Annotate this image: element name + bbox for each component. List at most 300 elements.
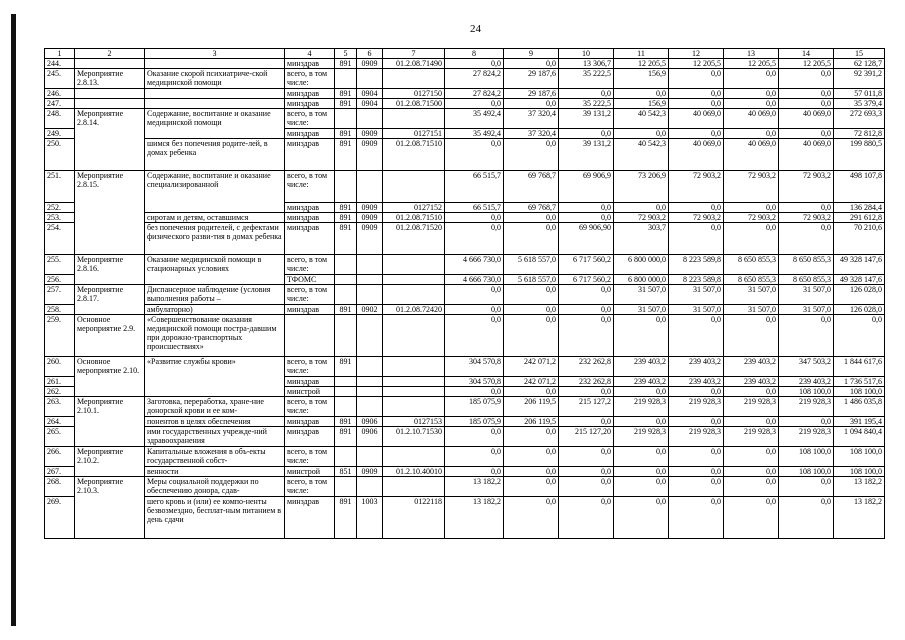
table-cell: 8 223 589,8 (669, 255, 724, 275)
table-cell: 0,0 (779, 497, 834, 539)
table-cell: 0,0 (724, 477, 779, 497)
table-cell: 891 (335, 417, 357, 427)
table-cell: минздрав (285, 497, 335, 539)
table-cell: 92 391,2 (834, 69, 885, 89)
table-cell: 136 284,4 (834, 203, 885, 213)
table-cell: 0122118 (383, 497, 445, 539)
table-cell: 265. (45, 427, 75, 447)
table-cell: 0909 (357, 223, 383, 255)
table-cell: 0,0 (445, 223, 504, 255)
table-cell: 49 328 147,6 (834, 275, 885, 285)
table-cell: 239 403,2 (724, 377, 779, 387)
table-cell: 0,0 (669, 497, 724, 539)
table-cell: 0,0 (669, 387, 724, 397)
header-cell: 9 (504, 49, 559, 59)
table-cell: 891 (335, 89, 357, 99)
table-cell: 4 666 730,0 (445, 275, 504, 285)
table-cell (145, 99, 285, 109)
table-cell: 72 903,2 (779, 213, 834, 223)
table-cell: без попечения родителей, с дефектами физического разви-тия в домах ребенка (145, 223, 285, 255)
table-cell: 0,0 (559, 315, 614, 357)
table-cell (357, 387, 383, 397)
header-cell: 11 (614, 49, 669, 59)
table-cell: 0904 (357, 89, 383, 99)
table-cell: 108 100,0 (779, 467, 834, 477)
table-cell: 1 486 035,8 (834, 397, 885, 417)
table-cell: 27 824,2 (445, 89, 504, 99)
table-cell: 6 800 000,0 (614, 255, 669, 275)
table-cell (383, 315, 445, 357)
table-cell: 72 903,2 (724, 213, 779, 223)
table-cell: 0,0 (559, 305, 614, 315)
table-cell: 258. (45, 305, 75, 315)
table-cell: 219 928,3 (669, 427, 724, 447)
table-cell (357, 357, 383, 377)
table-cell: 01.2.10.71530 (383, 427, 445, 447)
table-cell: 304 570,8 (445, 357, 504, 377)
table-cell (357, 171, 383, 203)
table-cell: 219 928,3 (724, 397, 779, 417)
table-cell: 254. (45, 223, 75, 255)
table-cell: 199 880,5 (834, 139, 885, 171)
table-cell: 262. (45, 387, 75, 397)
table-cell (335, 477, 357, 497)
table-cell: 215 127,20 (559, 427, 614, 447)
table-cell: 1 736 517,6 (834, 377, 885, 387)
table-cell: 0,0 (559, 203, 614, 213)
table-cell: 0,0 (724, 203, 779, 213)
table-cell: 01.2.08.71490 (383, 59, 445, 69)
table-cell: сиротам и детям, оставшимся (145, 213, 285, 223)
table-cell: 0,0 (504, 305, 559, 315)
table-row (45, 223, 885, 255)
table-row (45, 497, 885, 539)
table-cell (383, 447, 445, 467)
table-cell: 12 205,5 (779, 59, 834, 69)
table-cell: 0,0 (724, 69, 779, 89)
header-cell: 7 (383, 49, 445, 59)
table-cell: 27 824,2 (445, 69, 504, 89)
table-row (45, 305, 885, 315)
table-cell: 0,0 (559, 213, 614, 223)
table-cell (383, 171, 445, 203)
table-cell: минздрав (285, 223, 335, 255)
table-cell: 31 507,0 (669, 285, 724, 305)
table-cell: 108 100,0 (834, 387, 885, 397)
table-cell: 891 (335, 59, 357, 69)
table-cell: 0,0 (669, 99, 724, 109)
table-cell: минздрав (285, 213, 335, 223)
table-cell: 126 028,0 (834, 305, 885, 315)
table-cell: 40 069,0 (724, 109, 779, 129)
header-cell: 4 (285, 49, 335, 59)
table-cell: 0,0 (724, 447, 779, 467)
table-cell: минздрав (285, 99, 335, 109)
table-cell: 219 928,3 (779, 397, 834, 417)
header-row (45, 49, 885, 59)
table-cell: 242 071,2 (504, 377, 559, 387)
table-cell: 01.2.08.71510 (383, 139, 445, 171)
table-cell: 259. (45, 315, 75, 357)
table-cell: 257. (45, 285, 75, 305)
table-cell (383, 377, 445, 387)
table-cell: 242 071,2 (504, 357, 559, 377)
table-cell: 0,0 (669, 447, 724, 467)
table-cell: 12 205,5 (614, 59, 669, 69)
table-cell: 0,0 (614, 417, 669, 427)
table-cell: 40 069,0 (724, 139, 779, 171)
table-cell: 0906 (357, 427, 383, 447)
table-cell: 219 928,3 (614, 397, 669, 417)
table-cell: 13 182,2 (445, 477, 504, 497)
table-cell: всего, в том числе: (285, 171, 335, 203)
table-cell: 0,0 (614, 203, 669, 213)
table-cell: 108 100,0 (779, 387, 834, 397)
table-cell: 8 650 855,3 (724, 275, 779, 285)
table-cell: 1 844 617,6 (834, 357, 885, 377)
table-cell (335, 255, 357, 275)
table-cell: 0,0 (669, 477, 724, 497)
table-cell (335, 171, 357, 203)
table-cell: 245. (45, 69, 75, 89)
table-cell: 69 768,7 (504, 203, 559, 213)
table-cell: 0909 (357, 59, 383, 69)
table-cell: шимся без попечения родите-лей, в домах ребенка (145, 139, 285, 171)
table-cell: понентов в целях обеспечения (145, 417, 285, 427)
table-cell: 0127153 (383, 417, 445, 427)
table-cell: 219 928,3 (724, 427, 779, 447)
table-cell: 8 650 855,3 (779, 255, 834, 275)
table-cell: 29 187,6 (504, 69, 559, 89)
table-cell: 239 403,2 (779, 377, 834, 387)
table-cell: 0,0 (724, 89, 779, 99)
table-cell: 0,0 (779, 203, 834, 213)
table-cell (357, 255, 383, 275)
table-cell (357, 377, 383, 387)
table-row (45, 139, 885, 171)
table-cell: минздрав (285, 427, 335, 447)
budget-table (44, 48, 885, 539)
table-cell: 37 320,4 (504, 129, 559, 139)
table-cell: 239 403,2 (669, 377, 724, 387)
table-cell: 0909 (357, 203, 383, 213)
table-cell: 31 507,0 (614, 285, 669, 305)
table-cell: всего, в том числе: (285, 285, 335, 305)
table-cell: 40 542,3 (614, 109, 669, 129)
table-cell: 891 (335, 139, 357, 171)
table-cell: 269. (45, 497, 75, 539)
table-cell: 39 131,2 (559, 109, 614, 129)
table-cell: 72 903,2 (614, 213, 669, 223)
table-cell: 303,7 (614, 223, 669, 255)
table-cell (285, 315, 335, 357)
table-cell (75, 59, 145, 69)
table-cell: 268. (45, 477, 75, 497)
table-cell (357, 69, 383, 89)
table-cell: 0,0 (559, 387, 614, 397)
table-cell: 0,0 (669, 69, 724, 89)
table-cell: всего, в том числе: (285, 397, 335, 417)
table-cell: 0,0 (669, 223, 724, 255)
table-cell: 4 666 730,0 (445, 255, 504, 275)
table-cell: 0,0 (504, 59, 559, 69)
table-cell: 0,0 (779, 315, 834, 357)
table-cell: Оказание медицинской помощи в стационарных условиях (145, 255, 285, 285)
table-cell: 0906 (357, 417, 383, 427)
table-cell: 01.2.08.71520 (383, 223, 445, 255)
table-cell: 13 182,2 (445, 497, 504, 539)
table-cell: минстрой (285, 387, 335, 397)
table-cell: 249. (45, 129, 75, 139)
table-cell: 73 206,9 (614, 171, 669, 203)
table-cell: Капитальные вложения в объ-екты государственной собст- (145, 447, 285, 467)
table-row (45, 397, 885, 417)
table-cell: 69 906,90 (559, 223, 614, 255)
table-cell: 244. (45, 59, 75, 69)
table-cell: 250. (45, 139, 75, 171)
table-cell: 5 618 557,0 (504, 275, 559, 285)
table-cell (357, 285, 383, 305)
table-cell: 6 800 000,0 (614, 275, 669, 285)
table-cell: 66 515,7 (445, 171, 504, 203)
table-cell (383, 285, 445, 305)
table-cell: 0,0 (614, 477, 669, 497)
table-cell: 251. (45, 171, 75, 203)
table-cell: 01.2.08.72420 (383, 305, 445, 315)
table-cell: Мероприятие 2.10.1. (75, 397, 145, 447)
table-cell: Мероприятие 2.8.15. (75, 171, 145, 255)
table-cell: 185 075,9 (445, 417, 504, 427)
table-cell: 0,0 (559, 467, 614, 477)
table-cell: 0,0 (559, 285, 614, 305)
table-cell: 0,0 (559, 497, 614, 539)
table-cell: 108 100,0 (834, 447, 885, 467)
table-cell: 0,0 (504, 285, 559, 305)
table-cell (145, 59, 285, 69)
header-cell: 5 (335, 49, 357, 59)
table-cell (383, 477, 445, 497)
table-cell: 232 262,8 (559, 357, 614, 377)
table-cell: Мероприятие 2.10.2. (75, 447, 145, 477)
table-cell (383, 255, 445, 275)
table-cell: «Развитие службы крови» (145, 357, 285, 397)
table-cell: 0,0 (724, 129, 779, 139)
table-cell: 0,0 (445, 285, 504, 305)
table-cell: 0,0 (445, 315, 504, 357)
header-cell: 6 (357, 49, 383, 59)
table-cell: минздрав (285, 305, 335, 315)
table-cell: 0,0 (724, 223, 779, 255)
table-cell: 57 011,8 (834, 89, 885, 99)
table-cell: 0909 (357, 139, 383, 171)
table-cell: 13 182,2 (834, 497, 885, 539)
table-row (45, 427, 885, 447)
table-cell: 0,0 (504, 427, 559, 447)
table-cell (335, 387, 357, 397)
table-row (45, 417, 885, 427)
table-row (45, 255, 885, 275)
table-row (45, 109, 885, 129)
table-cell: 0,0 (445, 467, 504, 477)
table-cell (357, 275, 383, 285)
table-cell: 0,0 (779, 99, 834, 109)
binder-margin-bar (11, 14, 16, 626)
table-cell: всего, в том числе: (285, 69, 335, 89)
table-cell: всего, в том числе: (285, 357, 335, 377)
table-cell: 0,0 (669, 315, 724, 357)
table-cell (383, 109, 445, 129)
table-cell: 851 (335, 467, 357, 477)
table-cell: 272 693,3 (834, 109, 885, 129)
table-cell: 40 542,3 (614, 139, 669, 171)
table-cell: 31 507,0 (724, 285, 779, 305)
table-cell: Оказание скорой психиатриче-ской медицинской помощи (145, 69, 285, 89)
table-cell (357, 109, 383, 129)
table-cell (383, 357, 445, 377)
table-cell: 72 812,8 (834, 129, 885, 139)
table-cell: 266. (45, 447, 75, 467)
table-cell: 0909 (357, 467, 383, 477)
table-cell: шего кровь и (или) ее компо-ненты безвозмездно, бесплат-ным питанием в день сдачи (145, 497, 285, 539)
table-cell (383, 275, 445, 285)
table-cell: 0,0 (614, 447, 669, 467)
table-cell (357, 477, 383, 497)
table-cell: 40 069,0 (779, 109, 834, 129)
table-cell: 239 403,2 (724, 357, 779, 377)
table-cell: венности (145, 467, 285, 477)
table-cell (335, 275, 357, 285)
table-cell: 66 515,7 (445, 203, 504, 213)
table-cell: 0,0 (504, 213, 559, 223)
table-cell: 215 127,2 (559, 397, 614, 417)
table-cell: 0,0 (724, 467, 779, 477)
table-cell: Мероприятие 2.8.14. (75, 109, 145, 171)
table-cell: 0,0 (724, 315, 779, 357)
table-cell: 219 928,3 (669, 397, 724, 417)
table-cell: 0,0 (669, 89, 724, 99)
header-cell: 14 (779, 49, 834, 59)
table-row (45, 213, 885, 223)
table-row (45, 467, 885, 477)
table-cell: 0127150 (383, 89, 445, 99)
table-cell: 8 650 855,3 (779, 275, 834, 285)
table-cell: 252. (45, 203, 75, 213)
table-cell (335, 285, 357, 305)
table-cell: 891 (335, 203, 357, 213)
table-cell: 0,0 (504, 139, 559, 171)
table-row (45, 315, 885, 357)
table-cell: 0902 (357, 305, 383, 315)
table-cell (335, 69, 357, 89)
table-cell: 0,0 (504, 497, 559, 539)
table-cell: 0,0 (445, 99, 504, 109)
table-cell: 0,0 (445, 305, 504, 315)
table-cell: 40 069,0 (669, 109, 724, 129)
table-cell: 0,0 (445, 387, 504, 397)
table-cell: Заготовка, переработка, хране-ние донорской крови и ее ком- (145, 397, 285, 417)
table-cell: 0,0 (504, 315, 559, 357)
table-row (45, 285, 885, 305)
header-cell: 2 (75, 49, 145, 59)
table-cell: 35 222,5 (559, 69, 614, 89)
table-cell: 35 379,4 (834, 99, 885, 109)
table-cell: 0,0 (614, 387, 669, 397)
table-cell: 891 (335, 129, 357, 139)
table-cell: 35 492,4 (445, 109, 504, 129)
table-cell: ими государственных учрежде-ний здравоохранения (145, 427, 285, 447)
table-cell: 40 069,0 (669, 139, 724, 171)
table-cell (357, 397, 383, 417)
table-cell: 253. (45, 213, 75, 223)
table-cell: 69 906,9 (559, 171, 614, 203)
table-cell: 72 903,2 (724, 171, 779, 203)
table-cell: 0,0 (724, 417, 779, 427)
table-cell: 29 187,6 (504, 89, 559, 99)
table-cell: 69 768,7 (504, 171, 559, 203)
table-cell: 0,0 (504, 387, 559, 397)
table-cell: 0,0 (504, 223, 559, 255)
table-cell: 0,0 (559, 447, 614, 467)
table-cell: 0127152 (383, 203, 445, 213)
table-row (45, 171, 885, 203)
table-cell: 31 507,0 (779, 285, 834, 305)
table-cell: 01.2.08.71510 (383, 213, 445, 223)
table-cell: Мероприятие 2.10.3. (75, 477, 145, 539)
table-cell: 0,0 (779, 223, 834, 255)
table-cell: 8 223 589,8 (669, 275, 724, 285)
table-cell (335, 377, 357, 387)
table-row (45, 69, 885, 89)
table-cell: 0,0 (445, 447, 504, 467)
table-cell: 891 (335, 305, 357, 315)
table-cell: 156,9 (614, 69, 669, 89)
table-cell (335, 315, 357, 357)
table-cell: 62 128,7 (834, 59, 885, 69)
table-cell (335, 447, 357, 467)
table-cell: 263. (45, 397, 75, 417)
table-cell: 206 119,5 (504, 397, 559, 417)
table-cell: 0,0 (559, 417, 614, 427)
table-cell: 70 210,6 (834, 223, 885, 255)
table-cell: 35 222,5 (559, 99, 614, 109)
header-cell: 8 (445, 49, 504, 59)
table-cell: минздрав (285, 129, 335, 139)
table-cell: 0,0 (669, 203, 724, 213)
table-row (45, 59, 885, 69)
header-cell: 13 (724, 49, 779, 59)
table-cell: 126 028,0 (834, 285, 885, 305)
table-cell: 0,0 (445, 213, 504, 223)
table-row (45, 99, 885, 109)
table-cell (383, 397, 445, 417)
table-cell: 40 069,0 (779, 139, 834, 171)
table-cell: Мероприятие 2.8.13. (75, 69, 145, 89)
table-cell (357, 447, 383, 467)
table-cell: 246. (45, 89, 75, 99)
table-cell: Содержание, воспитание и оказание медицинской помощи (145, 109, 285, 139)
table-cell: 239 403,2 (614, 357, 669, 377)
table-cell: 206 119,5 (504, 417, 559, 427)
table-cell: 255. (45, 255, 75, 275)
table-cell: 12 205,5 (669, 59, 724, 69)
table-cell: 0,0 (559, 477, 614, 497)
table-cell: 0,0 (559, 89, 614, 99)
table-cell: 891 (335, 223, 357, 255)
table-cell: Основное мероприятие 2.9. (75, 315, 145, 357)
table-cell: 0127151 (383, 129, 445, 139)
header-cell: 10 (559, 49, 614, 59)
table-cell: 0,0 (504, 99, 559, 109)
